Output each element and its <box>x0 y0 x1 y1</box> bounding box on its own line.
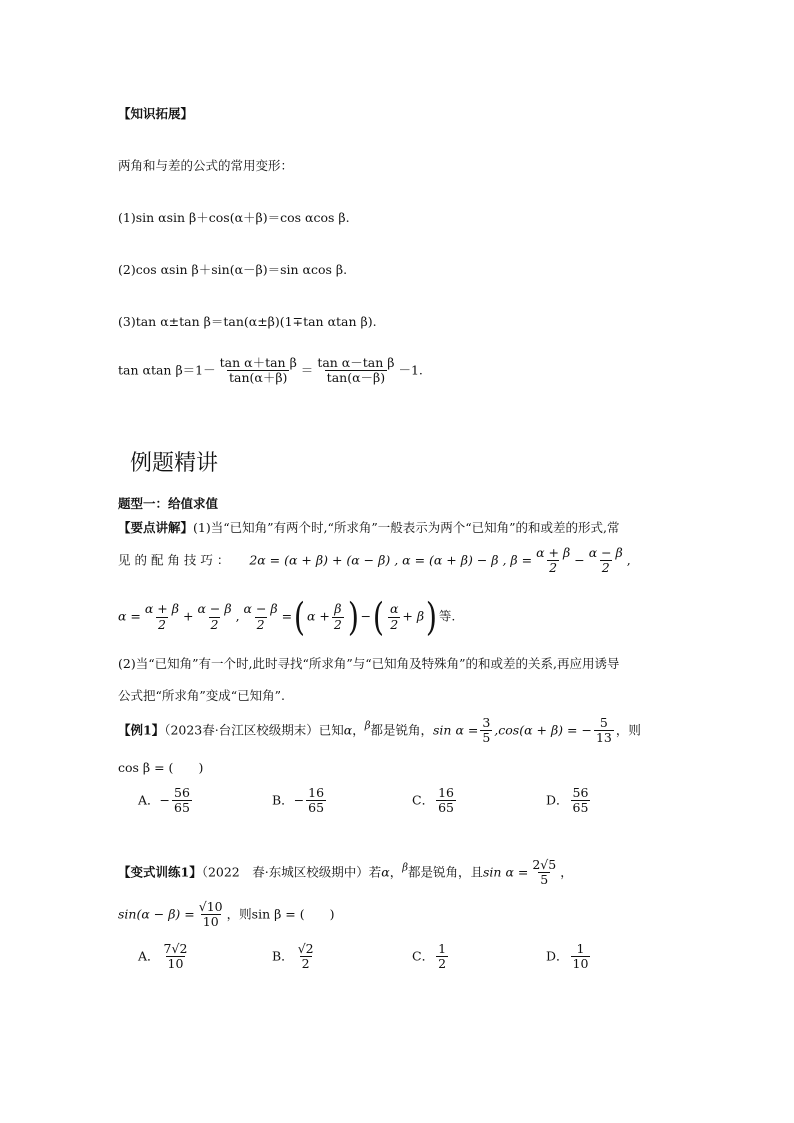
stem-text: 都是锐角，且 <box>408 864 484 880</box>
formula-1: (1)sin αsin β＋cos(α＋β)＝cos αcos β. <box>118 210 350 225</box>
fraction-numerator: β <box>334 601 342 617</box>
option-letter: D． <box>546 792 569 808</box>
fraction <box>587 546 625 576</box>
sin-alpha-lhs: sin α = <box>433 722 479 738</box>
example-1-ask: cos β = ( ) <box>118 760 204 775</box>
formula-4-fraction-1 <box>218 356 299 386</box>
sin-alpha-lhs: sin α = <box>483 864 529 880</box>
formula-4-fraction-2 <box>315 356 396 386</box>
right-paren: ) <box>347 595 359 639</box>
fraction <box>197 900 225 930</box>
fraction-denominator: 2 <box>390 616 399 632</box>
fraction <box>480 716 492 746</box>
formula-4-lhs: tan αtan β＝1－ <box>118 362 216 378</box>
stem-text: 都是锐角， <box>370 722 434 738</box>
fraction <box>388 602 400 632</box>
fraction <box>594 716 614 746</box>
formula-4 <box>118 356 423 386</box>
separator: ， <box>560 864 573 880</box>
fraction-denominator: 5 <box>540 872 549 888</box>
knowledge-intro: 两角和与差的公式的常用变形： <box>118 158 294 173</box>
separator: ， <box>389 864 403 880</box>
plus-sign: + <box>182 608 194 624</box>
fraction-denominator: tan(α－β) <box>326 370 386 386</box>
option-fraction <box>306 786 326 816</box>
variant-1-ask: sin β = ( ) <box>251 906 335 922</box>
fraction <box>534 546 572 576</box>
knowledge-heading: 【知识拓展】 <box>118 106 194 121</box>
paren-term: + β <box>402 608 425 624</box>
fraction <box>332 602 344 632</box>
alpha-equals: α = <box>118 608 141 624</box>
fraction-denominator: 10 <box>202 914 219 930</box>
key-point-line-1 <box>118 518 620 536</box>
option-letter: C． <box>412 948 435 964</box>
option-fraction <box>436 786 456 816</box>
variant-1-source: （2022 春·东城区校级期中）若 <box>201 864 382 880</box>
fraction <box>242 602 280 632</box>
example-1-label: 【例1】 <box>118 722 165 738</box>
left-paren: ( <box>293 595 306 639</box>
formula-4-tail: －1. <box>398 362 423 378</box>
sin-diff-lhs: sin(α − β) = <box>118 906 195 922</box>
fraction-numerator: 56 <box>174 785 190 800</box>
example-1-source: （2023春·台江区校级期末）已知 <box>164 722 344 738</box>
fraction-numerator: 56 <box>572 785 589 800</box>
fraction-denominator: 65 <box>174 800 190 816</box>
fraction <box>195 602 233 632</box>
fraction-denominator: 65 <box>308 800 325 816</box>
option-fraction <box>296 942 316 972</box>
separator: ， <box>352 722 365 738</box>
angle-expression: 2α = (α + β) + (α − β) , α = (α + β) − β , β = <box>249 552 533 568</box>
comma: , <box>235 608 240 624</box>
fraction-denominator: 10 <box>572 956 589 972</box>
line-end: 等. <box>438 608 456 624</box>
alpha-symbol: α <box>381 864 390 880</box>
fraction-denominator: 65 <box>438 800 454 816</box>
fraction-numerator: 5 <box>599 715 608 730</box>
section-title: 例题精讲 <box>130 451 219 476</box>
stem-then: ，则 <box>226 906 252 922</box>
fraction-denominator: 2 <box>601 560 610 576</box>
fraction-numerator: α − β <box>243 601 278 617</box>
stem-then: ，则 <box>615 722 641 738</box>
variant-1-option-b[interactable] <box>272 942 318 972</box>
formula-3: (3)tan α±tan β＝tan(α±β)(1∓tan αtan β). <box>118 314 377 329</box>
fraction-numerator: √2 <box>297 941 314 956</box>
option-fraction <box>172 786 192 816</box>
fraction-numerator: tan α－tan β <box>317 355 395 370</box>
alpha-symbol: α <box>343 722 353 738</box>
example-1-stem <box>118 716 641 746</box>
key-point-line-3 <box>118 595 456 639</box>
comma: , <box>626 552 631 568</box>
fraction-denominator: 10 <box>167 956 184 972</box>
key-point-line-2 <box>118 546 631 576</box>
key-point-label: 【要点讲解】 <box>118 520 194 535</box>
fraction-numerator: α − β <box>588 545 623 560</box>
minus-sign: − <box>360 608 372 624</box>
key-point-text: (1)当“已知角”有两个时,“所求角”一般表示为两个“已知角”的和或差的形式,常 <box>193 520 620 535</box>
fraction-denominator: 2 <box>301 956 310 972</box>
minus-sign: − <box>574 552 585 568</box>
fraction-numerator: 16 <box>438 785 454 800</box>
fraction-denominator: 13 <box>595 730 612 746</box>
option-sign: − <box>159 792 171 808</box>
fraction-numerator: 16 <box>308 785 325 800</box>
right-paren: ) <box>425 595 438 639</box>
variant-1-stem-2 <box>118 900 335 930</box>
option-letter: B． <box>272 792 294 808</box>
fraction-denominator: 2 <box>333 616 342 632</box>
example-1-option-d[interactable] <box>546 786 592 816</box>
fraction <box>143 602 181 632</box>
fraction-numerator: √10 <box>198 899 223 914</box>
fraction-numerator: α + β <box>536 545 571 560</box>
fraction-numerator: α + β <box>144 601 179 617</box>
example-1-option-a[interactable] <box>138 786 194 816</box>
beta-symbol: β <box>364 720 371 732</box>
option-letter: C． <box>412 792 435 808</box>
fraction-denominator: 65 <box>572 800 589 816</box>
key-point-2-line-1: (2)当“已知角”有一个时,此时寻找“所求角”与“已知角及特殊角”的和或差的关系,再应用诱导 <box>118 656 620 671</box>
cos-sum-lhs: ,cos(α + β) = − <box>494 722 592 738</box>
equals-sign: = <box>281 608 293 624</box>
option-letter: D． <box>546 948 569 964</box>
fraction-denominator: 2 <box>256 616 265 632</box>
example-1-option-b[interactable] <box>272 786 328 816</box>
fraction-numerator: α − β <box>197 601 232 617</box>
variant-1-option-d[interactable] <box>546 942 592 972</box>
example-1-option-c[interactable] <box>412 786 458 816</box>
variant-1-label: 【变式训练1】 <box>118 864 202 880</box>
variant-1-stem <box>118 858 573 888</box>
option-sign: − <box>293 792 305 808</box>
fraction-numerator: α <box>389 601 399 617</box>
fraction-denominator: 2 <box>210 616 219 632</box>
formula-4-equals: ＝ <box>300 362 314 378</box>
beta-symbol: β <box>402 862 408 874</box>
option-fraction <box>162 942 190 972</box>
fraction-denominator: 2 <box>549 560 558 576</box>
fraction-denominator: 2 <box>438 956 447 972</box>
key-point-2-line-2: 公式把“所求角”变成“已知角”. <box>118 688 286 703</box>
option-fraction <box>571 942 591 972</box>
variant-1-option-a[interactable] <box>138 942 191 972</box>
fraction-denominator: 5 <box>482 730 491 746</box>
fraction-numerator: 2√5 <box>532 857 557 872</box>
fraction-denominator: tan(α＋β) <box>228 370 288 386</box>
type1-heading: 题型一：给值求值 <box>118 496 219 511</box>
option-letter: A． <box>138 792 160 808</box>
formula-2: (2)cos αsin β＋sin(α－β)＝sin αcos β. <box>118 262 348 277</box>
variant-1-option-c[interactable] <box>412 942 450 972</box>
fraction-denominator: 2 <box>157 616 166 632</box>
paren-term: α + <box>306 608 330 624</box>
option-fraction <box>571 786 591 816</box>
key-point-text-2: 见 的 配 角 技 巧 ： <box>118 552 230 568</box>
option-fraction <box>436 942 448 972</box>
fraction-numerator: 1 <box>576 941 585 956</box>
fraction-numerator: 7√2 <box>163 941 188 956</box>
fraction <box>530 858 558 888</box>
fraction-numerator: 3 <box>482 715 491 730</box>
option-letter: A． <box>138 948 160 964</box>
fraction-numerator: 1 <box>438 941 447 956</box>
option-letter: B． <box>272 948 294 964</box>
left-paren: ( <box>372 595 385 639</box>
fraction-numerator: tan α＋tan β <box>219 355 297 370</box>
